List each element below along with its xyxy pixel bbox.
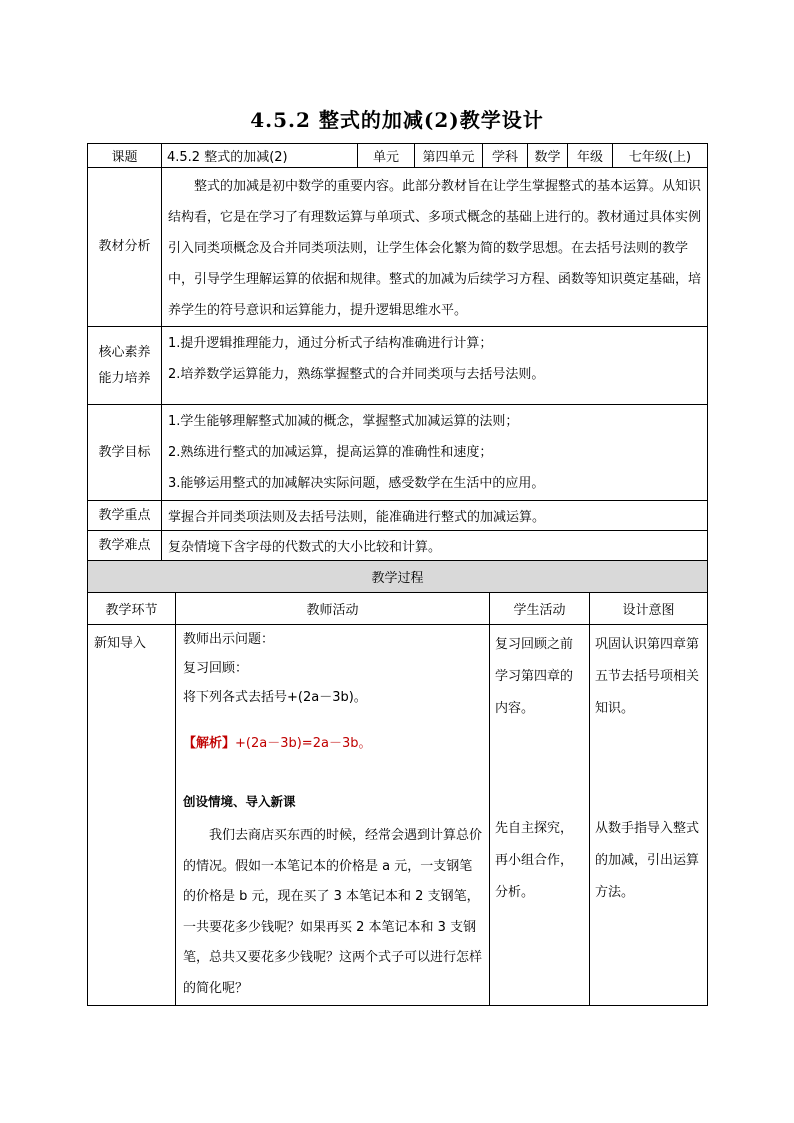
core-literacy-content — [162, 327, 708, 405]
teacher-line-3: 将下列各式去括号+(2a－3b)。 — [183, 690, 367, 705]
key-points-label: 教学重点 — [88, 501, 162, 531]
analysis-text: +(2a－3b)=2a－3b。 — [235, 736, 372, 751]
grade-value: 七年级(上) — [613, 144, 708, 168]
header-stage: 教学环节 — [88, 593, 176, 625]
intent-review: 巩固认识第四章第五节去括号项相关知识。 — [595, 637, 700, 716]
teaching-goal-item: 1.学生能够理解整式加减的概念，掌握整式加减运算的法则； — [168, 414, 519, 429]
teaching-goals-label: 教学目标 — [88, 405, 162, 501]
core-literacy-row — [88, 327, 708, 405]
analysis-tag: 【解析】 — [183, 736, 236, 751]
scenario-text: 我们去商店买东西的时候，经常会遇到计算总价的情况。假如一本笔记本的价格是 a 元，一支钢笔的价格是 b 元，现在买了 3 本笔记本和 2 支钢笔，一共要花多少钱呢？如果再买 2 本笔记本和 3 支钢笔，总共又要花多少钱呢？这两个式子可以进行怎样的简化呢？ — [183, 828, 483, 996]
scenario-title: 创设情境、导入新课 — [183, 794, 296, 809]
material-analysis-text: 整式的加减是初中数学的重要内容。此部分教材旨在让学生掌握整式的基本运算。从知识结构看，它是在学习了有理数运算与单项式、多项式概念的基础上进行的。教材通过具体实例引入同类项概念及合并同类项法则，让学生体会化繁为简的数学思想。在去括号法则的教学中，引导学生理解运算的依据和规律。整式的加减为后续学习方程、函数等知识奠定基础，培养学生的符号意识和运算能力，提升逻辑思维水平。 — [162, 168, 708, 327]
core-literacy-item: 2.培养数学运算能力，熟练掌握整式的合并同类项与去括号法则。 — [168, 367, 545, 382]
subject-label: 学科 — [483, 144, 528, 168]
teaching-goal-item: 2.熟练进行整式的加减运算，提高运算的准确性和速度； — [168, 445, 493, 460]
difficulties-label: 教学难点 — [88, 531, 162, 561]
teacher-activity-cell — [176, 625, 490, 1006]
course-value: 4.5.2 整式的加减(2) — [162, 144, 358, 168]
teacher-line-1: 教师出示问题： — [183, 632, 275, 647]
unit-label: 单元 — [358, 144, 415, 168]
teaching-goal-item: 3.能够运用整式的加减解决实际问题，感受数学在生活中的应用。 — [168, 476, 545, 491]
header-intent: 设计意图 — [590, 593, 708, 625]
difficulties-row — [88, 531, 708, 561]
key-points-row — [88, 501, 708, 531]
process-row — [88, 625, 708, 1006]
difficulties-text: 复杂情境下含字母的代数式的大小比较和计算。 — [162, 531, 708, 561]
intent-explore: 从数手指导入整式的加减，引出运算方法。 — [595, 821, 700, 900]
core-literacy-item: 1.提升逻辑推理能力，通过分析式子结构准确进行计算； — [168, 336, 493, 351]
process-header-row — [88, 593, 708, 625]
intent-cell — [590, 625, 708, 1006]
unit-value: 第四单元 — [415, 144, 483, 168]
stage-cell — [88, 625, 176, 1006]
lesson-info-table — [87, 143, 708, 561]
page-title: 4.5.2 整式的加减(2)教学设计 — [250, 108, 544, 132]
analysis-line — [176, 729, 489, 758]
process-title-row — [88, 561, 708, 593]
teaching-goals-row — [88, 405, 708, 501]
student-review: 复习回顾之前学习第四章的内容。 — [495, 637, 574, 716]
material-analysis-label: 教材分析 — [88, 168, 162, 327]
header-student: 学生活动 — [490, 593, 590, 625]
header-teacher: 教师活动 — [176, 593, 490, 625]
core-literacy-label: 核心素养能力培养 — [88, 327, 162, 405]
student-explore: 先自主探究，再小组合作，分析。 — [495, 821, 574, 900]
teacher-line-2: 复习回顾： — [183, 661, 249, 676]
material-analysis-row — [88, 168, 708, 327]
course-label: 课题 — [88, 144, 162, 168]
header-row — [88, 144, 708, 168]
teaching-process-table — [87, 560, 708, 1006]
process-title: 教学过程 — [88, 561, 708, 593]
subject-value: 数学 — [528, 144, 568, 168]
grade-label: 年级 — [568, 144, 613, 168]
key-points-text: 掌握合并同类项法则及去括号法则，能准确进行整式的加减运算。 — [162, 501, 708, 531]
teaching-goals-content — [162, 405, 708, 501]
stage-name: 新知导入 — [94, 636, 147, 651]
student-activity-cell — [490, 625, 590, 1006]
